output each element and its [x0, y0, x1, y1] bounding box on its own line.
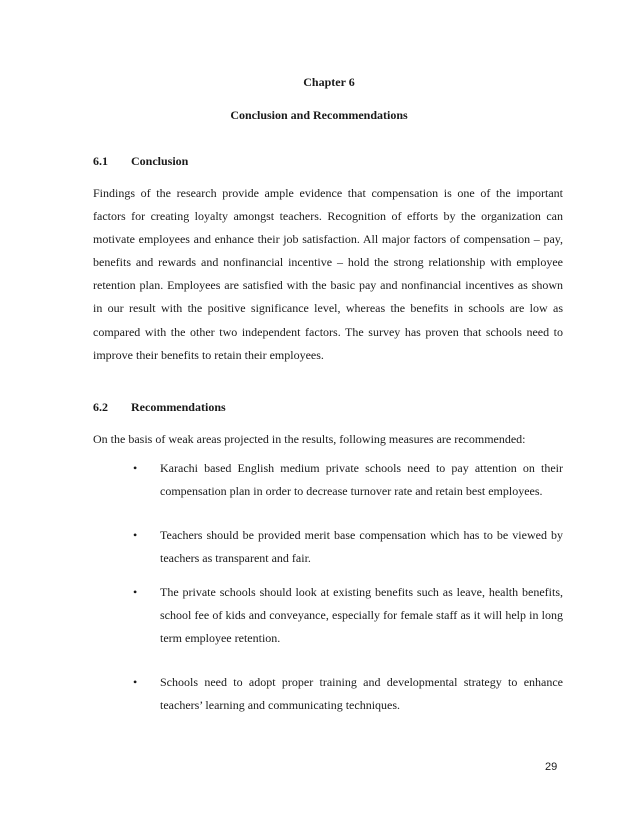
bullet-icon: •: [133, 675, 138, 689]
bullet-icon: •: [133, 585, 138, 599]
list-item-text: Teachers should be provided merit base compensation which has to be viewed by teachers as transparent and fair.: [160, 528, 563, 566]
recommendations-intro: On the basis of weak areas projected in the results, following measures are recommended:: [93, 432, 526, 446]
chapter-subtitle: Conclusion and Recommendations: [230, 108, 408, 122]
bullet-icon: •: [133, 461, 138, 475]
section-heading-recommendations: [93, 400, 226, 415]
section-number: 6.1: [93, 154, 108, 168]
chapter-title: Chapter 6: [303, 75, 355, 89]
list-item-text: Schools need to adopt proper training and developmental strategy to enhance teachers’ learning and communicating techniques.: [160, 675, 563, 713]
page-number: 29: [545, 761, 558, 773]
section-number: 6.2: [93, 400, 108, 414]
section-heading-conclusion: [93, 154, 188, 169]
section-title: Conclusion: [131, 154, 189, 168]
section-title: Recommendations: [131, 400, 226, 414]
conclusion-paragraph: Findings of the research provide ample evidence that compensation is one of the important factors for creating loyalty amongst teachers. Recognition of efforts by the organization can motivate employees and enhance their job satisfaction. All major factors of compensation – pay, benefits and rewards and nonfinancial incentive – hold the strong relationship with employee retention plan. Employees are satisfied with the basic pay and nonfinancial incentives as shown in our result with the positive significance level, whereas the benefits in schools are low as compared with the other two independent factors. The survey has proven that schools need to improve their benefits to retain their employees.: [93, 186, 563, 362]
list-item-text: The private schools should look at existing benefits such as leave, health benefits, school fee of kids and conveyance, especially for female staff as it will help in long term employee retention.: [160, 585, 563, 646]
list-item-text: Karachi based English medium private schools need to pay attention on their compensation plan in order to decrease turnover rate and retain best employees.: [160, 461, 563, 499]
bullet-icon: •: [133, 528, 138, 542]
